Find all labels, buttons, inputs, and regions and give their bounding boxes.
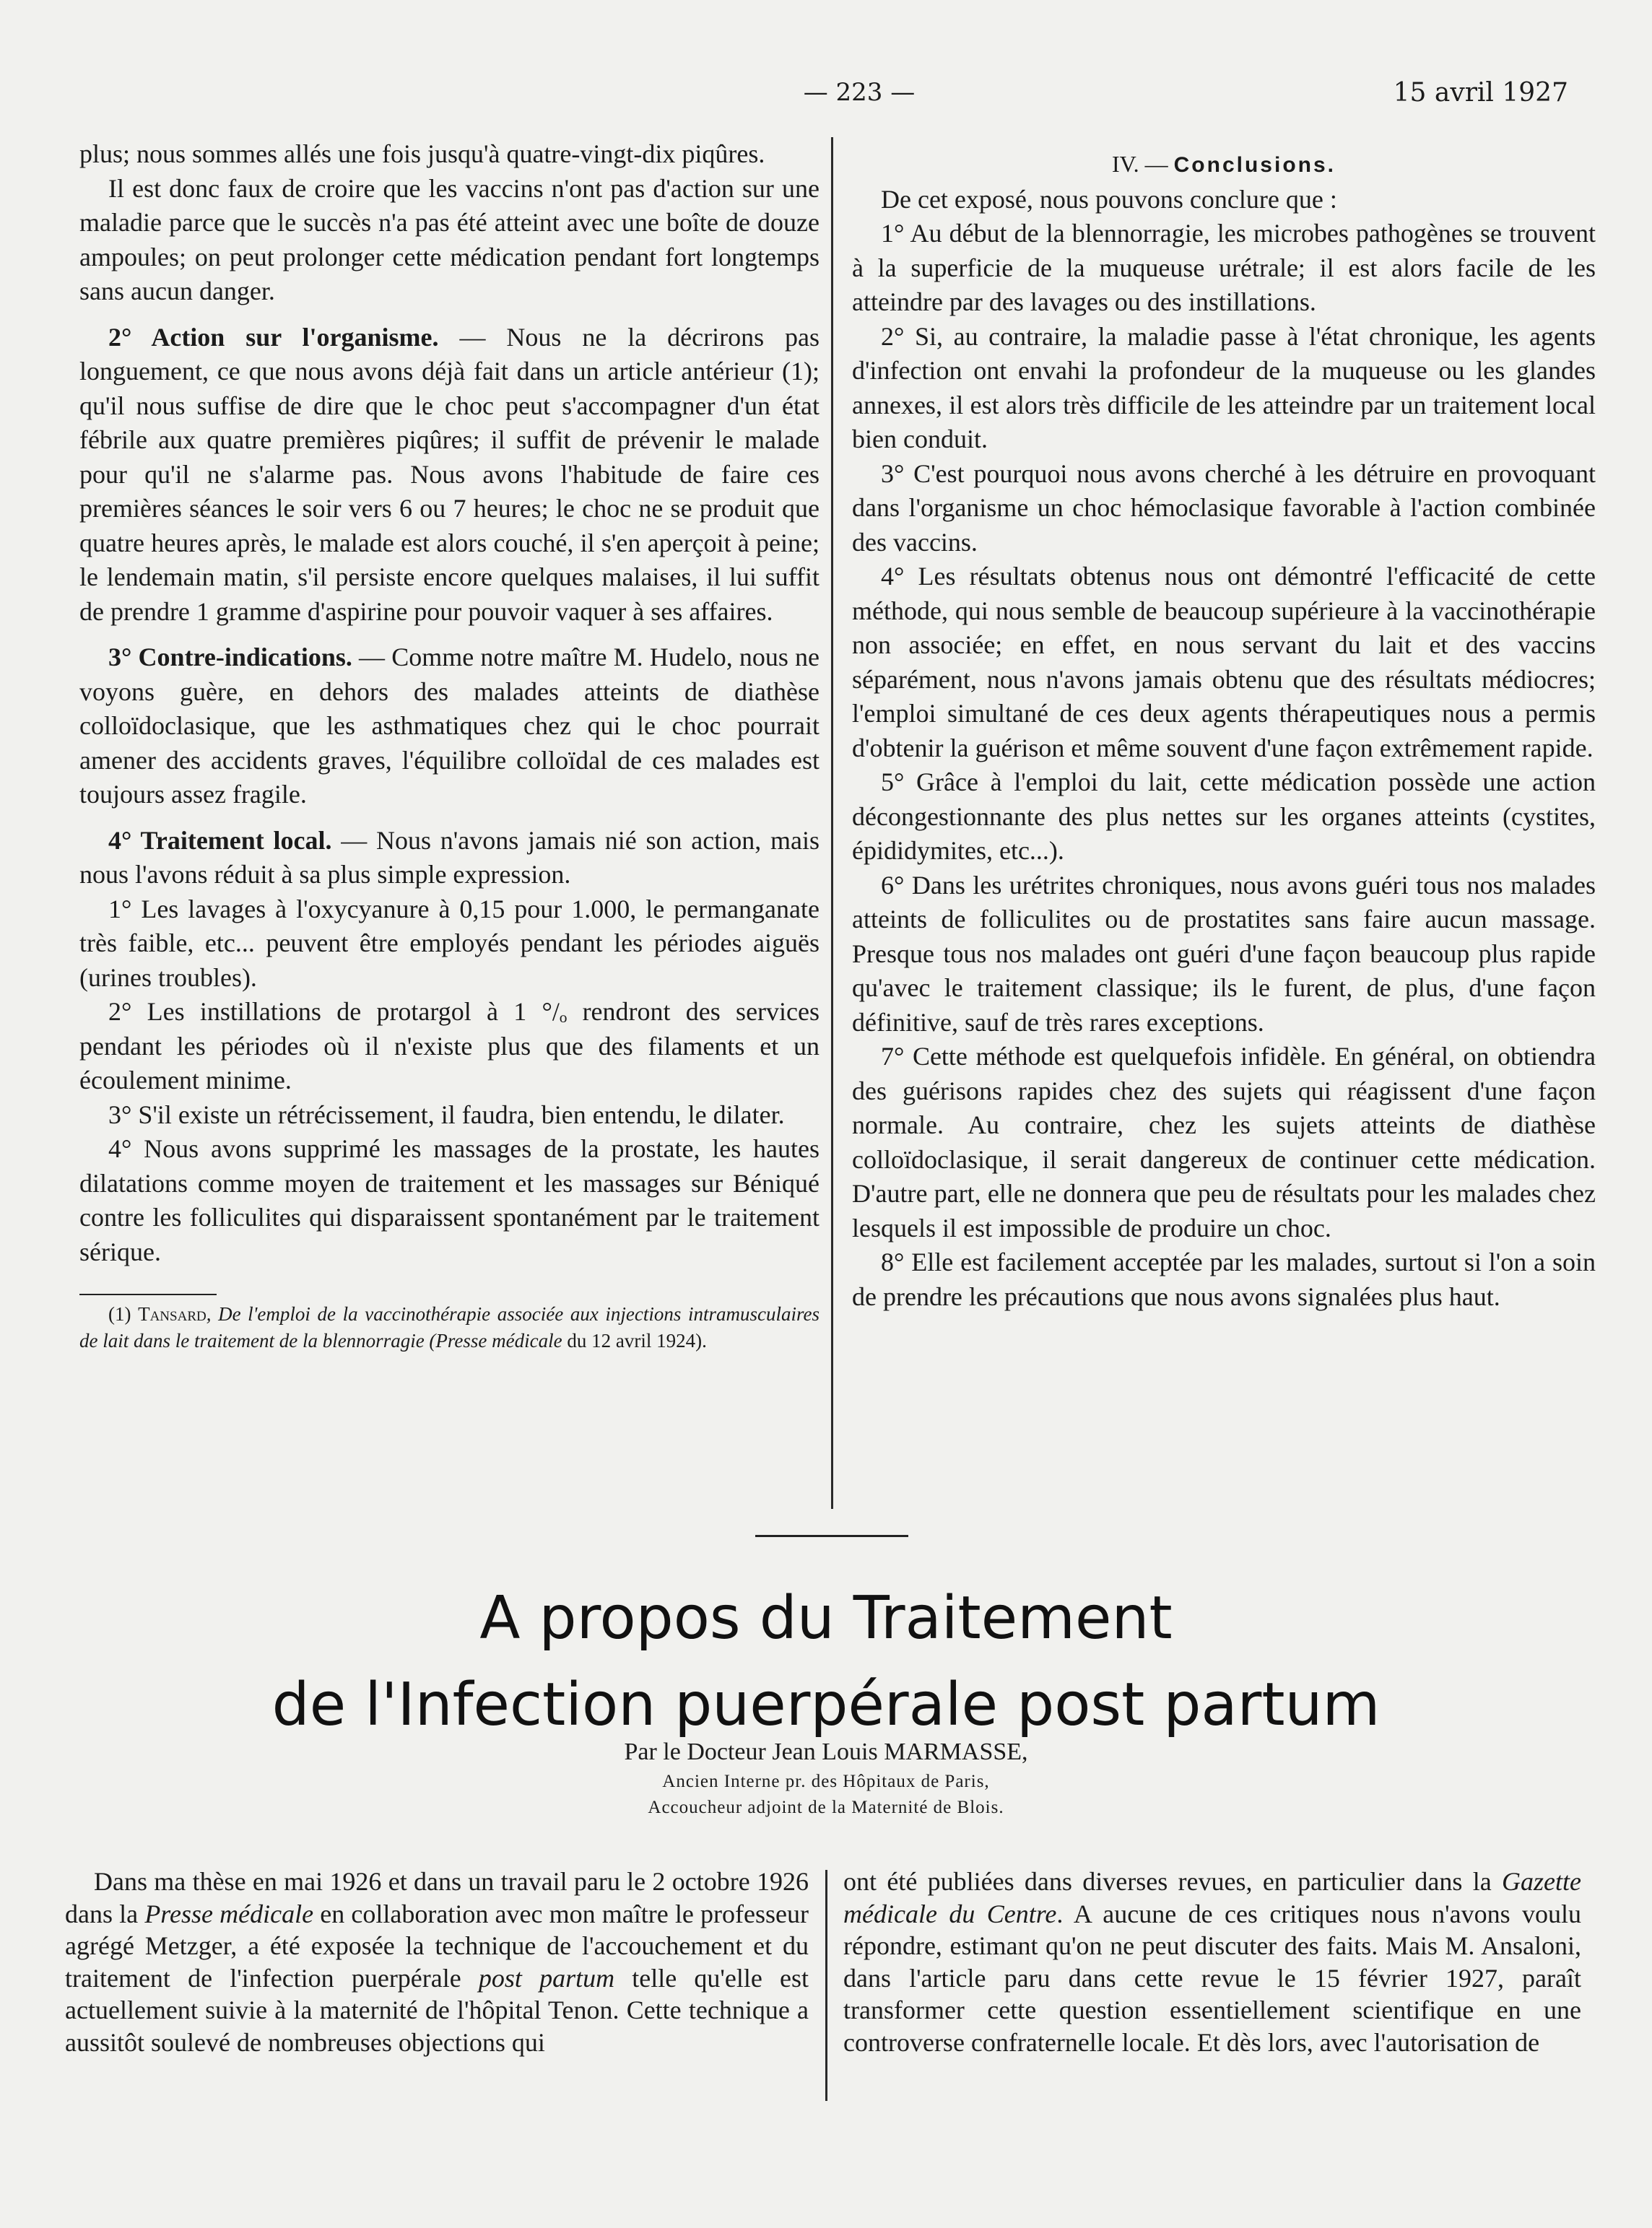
list-item: 2° Si, au contraire, la maladie passe à l'état chronique, les agents d'infection ont envahi la profondeur de la muqueuse ou les glandes annexes, il est alors très difficile de les atteindre par un traitement local bien conduit. <box>852 321 1596 453</box>
section-contraindications-prev <box>79 321 820 630</box>
paragraph-text: — Comme notre maître M. Hudelo, nous ne voyons guère, en dehors des malades atteints de diathèse colloïdoclasique, que les asthmatiques chez qui le choc pourrait amener des accidents graves, l'équilibre colloïdal de ces malades est toujours assez fragile. <box>79 643 820 809</box>
section-heading: 4° Traitement local. <box>108 825 332 855</box>
section-heading: 3° Contre-indications. <box>108 643 352 671</box>
left-column <box>79 137 820 1354</box>
paragraph: ont été publiées dans diverses revues, en particulier dans la Gazette médicale du Centre. A aucune de ces critiques nous n'avons voulu répondre, estimant qu'on ne peut discuter des faits. Mais M. Ansaloni, dans l'article paru dans cette revue le 15 février 1927, paraît transformer cette question essentiellement scientifique en une controverse confraternelle locale. Et dès lors, avec l'autorisation de <box>843 1867 1581 2057</box>
column-divider <box>825 1870 827 2101</box>
paragraph-text: — Nous n'avons jamais nié son action, mais nous l'avons réduit à sa plus simple expression. <box>79 825 820 889</box>
list-item: 1° Au début de la blennorragie, les microbes pathogènes se trouvent à la superficie de la muqueuse urétrale; il est alors facile de les atteindre par des lavages ou des instillations. <box>852 219 1596 316</box>
article-left-column <box>65 1866 809 2058</box>
list-item: 3° S'il existe un rétrécissement, il faudra, bien entendu, le dilater. <box>108 1100 785 1129</box>
list-item: 7° Cette méthode est quelquefois infidèle. En général, on obtiendra des guérisons rapides chez des sujets qui réagissent d'une façon normale. Au contraire, chez les sujets atteints de diathèse colloïdoclasique, il serait dangereux de continuer cette médication. D'autre part, elle ne donnera que peu de résultats pour les malades chez lesquels il est impossible de produire un choc. <box>852 1042 1596 1243</box>
list-item: 1° Les lavages à l'oxycyanure à 0,15 pour 1.000, le permanganate très faible, etc... peuvent être employés pendant les périodes aiguës (urines troubles). <box>79 894 820 992</box>
page-number: — 223 — <box>803 78 916 107</box>
paragraph: De cet exposé, nous pouvons conclure que : <box>881 184 1337 214</box>
article-right-column <box>843 1866 1581 2058</box>
list-item: 2° Les instillations de protargol à 1 °/ₒ rendront des services pendant les périodes où il n'existe plus que des filaments et un écoulement minime. <box>79 997 820 1095</box>
footnote-rule <box>79 1294 217 1295</box>
affiliation: Ancien Interne pr. des Hôpitaux de Paris, <box>662 1772 990 1791</box>
affiliation: Accoucheur adjoint de la Maternité de Blois. <box>648 1798 1004 1817</box>
paragraph-text: — Nous ne la décrirons pas longuement, ce que nous avons déjà fait dans un article antérieur (1); qu'il nous suffise de dire que le choc peut s'accompagner d'un état fébrile aux quatre premières piqûres; il suffit de prévenir le malade pour qu'il ne s'alarme pas. Nous avons l'habitude de faire ces premières séances le soir vers 6 ou 7 heures; le choc ne se produit que quatre heures après, le malade est alors couché, il s'en aperçoit à peine; le lendemain matin, s'il persiste encore quelques malaises, il lui suffit de prendre 1 gramme d'aspirine pour pouvoir vaquer à ses affaires. <box>79 322 820 626</box>
list-item: 5° Grâce à l'emploi du lait, cette médication possède une action décongestionnante des plus nettes sur les organes atteints (cystites, épididymites, etc...). <box>852 767 1596 865</box>
list-item: 4° Les résultats obtenus nous ont démontré l'efficacité de cette méthode, qui nous semble de beaucoup supérieure à la vaccinothérapie non associée; en effet, en nous servant du lait et des vaccins séparément, nous n'avons jamais obtenu que des résultats médiocres; l'emploi simultané de ces deux agents thérapeutiques nous a permis d'obtenir la guérison et même souvent d'une façon extrêmement rapide. <box>852 562 1596 762</box>
section-traitement-local <box>79 824 820 892</box>
footnote: (1) Tansard, De l'emploi de la vaccinothérapie associée aux injections intramusculaires de lait dans le traitement de la blennorragie (Presse médicale du 12 avril 1924). <box>79 1303 820 1352</box>
footnote-title: , De l'emploi de la vaccinothérapie associée aux injections intramusculaires de lait dans le traitement de la blennorragie (Presse médicale <box>79 1303 820 1352</box>
footnote-author: Tansard <box>138 1303 206 1325</box>
right-column <box>852 147 1596 1314</box>
issue-date: 15 avril 1927 <box>1393 78 1568 108</box>
list-item: 6° Dans les urétrites chroniques, nous avons guéri tous nos malades atteints de folliculites ou de prostatites sans faire aucun massage. Presque tous nos malades ont guéri d'une façon beaucoup plus rapide qu'avec le traitement classique; ils le furent, de plus, d'une façon définitive, sauf de très rares exceptions. <box>852 870 1596 1037</box>
section-heading: 2° Action sur l'organisme. <box>108 322 439 352</box>
section-contre-indications <box>79 640 820 812</box>
paragraph: Dans ma thèse en mai 1926 et dans un travail paru le 2 octobre 1926 dans la Presse médicale en collaboration avec mon maître le professeur agrégé Metzger, a été exposée la technique de l'accouchement et du traitement de l'infection puerpérale post partum telle qu'elle est actuellement suivie à la maternité de l'hôpital Tenon. Cette technique a aussitôt soulevé de nombreuses objections qui <box>65 1867 809 2057</box>
list-item: 8° Elle est facilement acceptée par les malades, surtout si l'on a soin de prendre les précautions que nous avons signalées plus haut. <box>852 1248 1596 1311</box>
section-title: IV. — Conclusions. <box>1112 151 1336 177</box>
byline: Par le Docteur Jean Louis MARMASSE, <box>624 1739 1028 1765</box>
column-divider <box>831 137 833 1509</box>
paragraph: plus; nous sommes allés une fois jusqu'à quatre-vingt-dix piqûres. <box>79 139 765 168</box>
list-item: 4° Nous avons supprimé les massages de la prostate, les hautes dilatations comme moyen de traitement et les massages sur Béniqué contre les folliculites qui disparaissent spontanément par le traitement sérique. <box>79 1134 820 1266</box>
paragraph: Il est donc faux de croire que les vaccins n'ont pas d'action sur une maladie parce que le succès n'a pas été atteint avec une boîte de douze ampoules; on peut prolonger cette médication pendant fort longtemps sans aucun danger. <box>79 173 820 305</box>
list-item: 3° C'est pourquoi nous avons cherché à les détruire en provoquant dans l'organisme un choc hémoclasique favorable à l'action combinée des vaccins. <box>852 458 1596 557</box>
article-title: A propos du Traitement de l'Infection puerpérale post partum <box>271 1584 1381 1739</box>
separator-rule <box>755 1535 908 1537</box>
